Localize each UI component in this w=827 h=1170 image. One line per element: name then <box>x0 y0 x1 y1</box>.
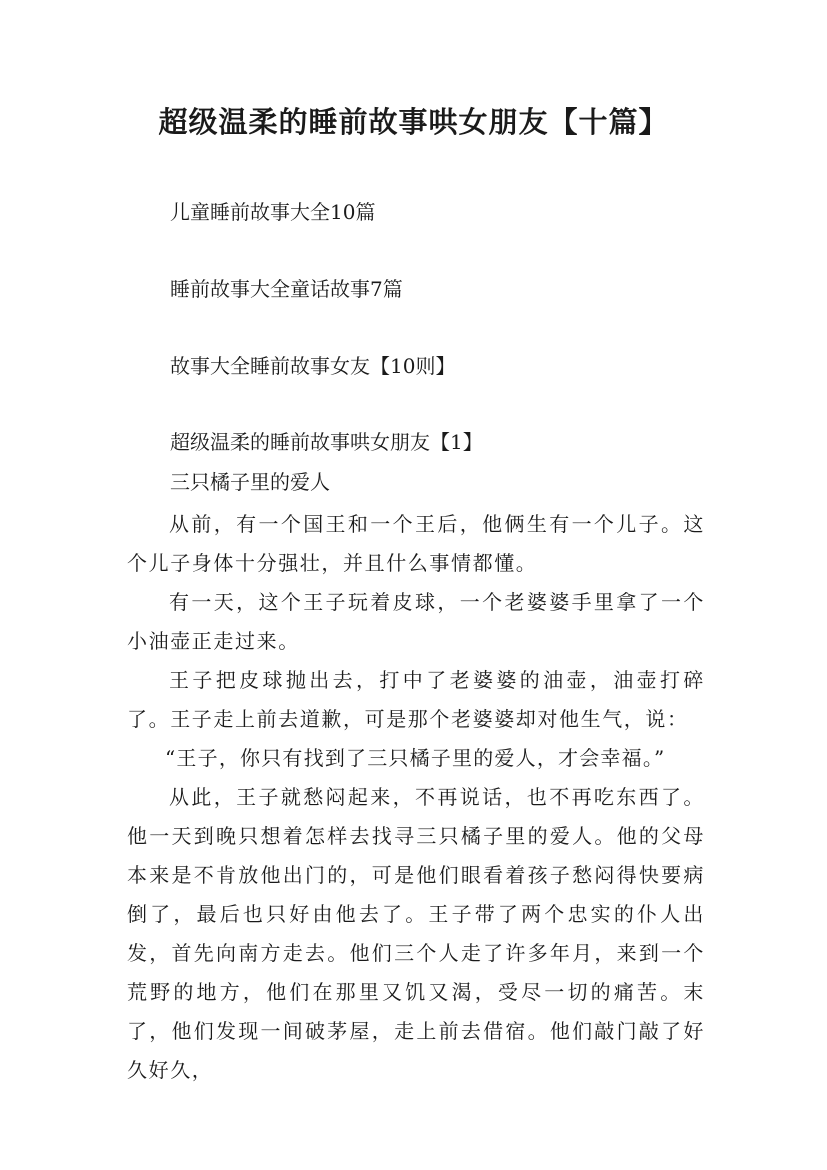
paragraph-2: 有一天，这个王子玩着皮球，一个老婆婆手里拿了一个小油壶正走过来。 <box>127 590 705 653</box>
document-title: 超级温柔的睡前故事哄女朋友【十篇】 <box>158 105 669 139</box>
paragraph-1: 从前，有一个国王和一个王后，他俩生有一个儿子。这个儿子身体十分强壮，并且什么事情都懂。 <box>127 512 705 575</box>
paragraph-3: 王子把皮球抛出去，打中了老婆婆的油壶，油壶打碎了。王子走上前去道歉，可是那个老婆婆却对他生气，说： <box>127 668 705 731</box>
paragraph-5: 从此，王子就愁闷起来，不再说话，也不再吃东西了。他一天到晚只想着怎样去找寻三只橘子里的爱人。他的父母本来是不肯放他出门的，可是他们眼看着孩子愁闷得快要病倒了，最后也只好由他去了。王子带了两个忠实的仆人出发，首先向南方走去。他们三个人走了许多年月，来到一个荒野的地方，他们在那里又饥又渴，受尽一切的痛苦。末了，他们发现一间破茅屋，走上前去借宿。他们敲门敲了好久好久， <box>127 785 705 1082</box>
toc-item-3: 故事大全睡前故事女友【10则】 <box>170 354 456 378</box>
toc-item-1: 儿童睡前故事大全10篇 <box>170 200 376 224</box>
section-heading: 超级温柔的睡前故事哄女朋友【1】 <box>170 430 483 454</box>
toc-item-2: 睡前故事大全童话故事7篇 <box>170 277 403 301</box>
story-body <box>127 505 705 1090</box>
story-title: 三只橘子里的爱人 <box>170 470 330 494</box>
paragraph-quote: “王子，你只有找到了三只橘子里的爱人，才会幸福。” <box>165 746 666 770</box>
